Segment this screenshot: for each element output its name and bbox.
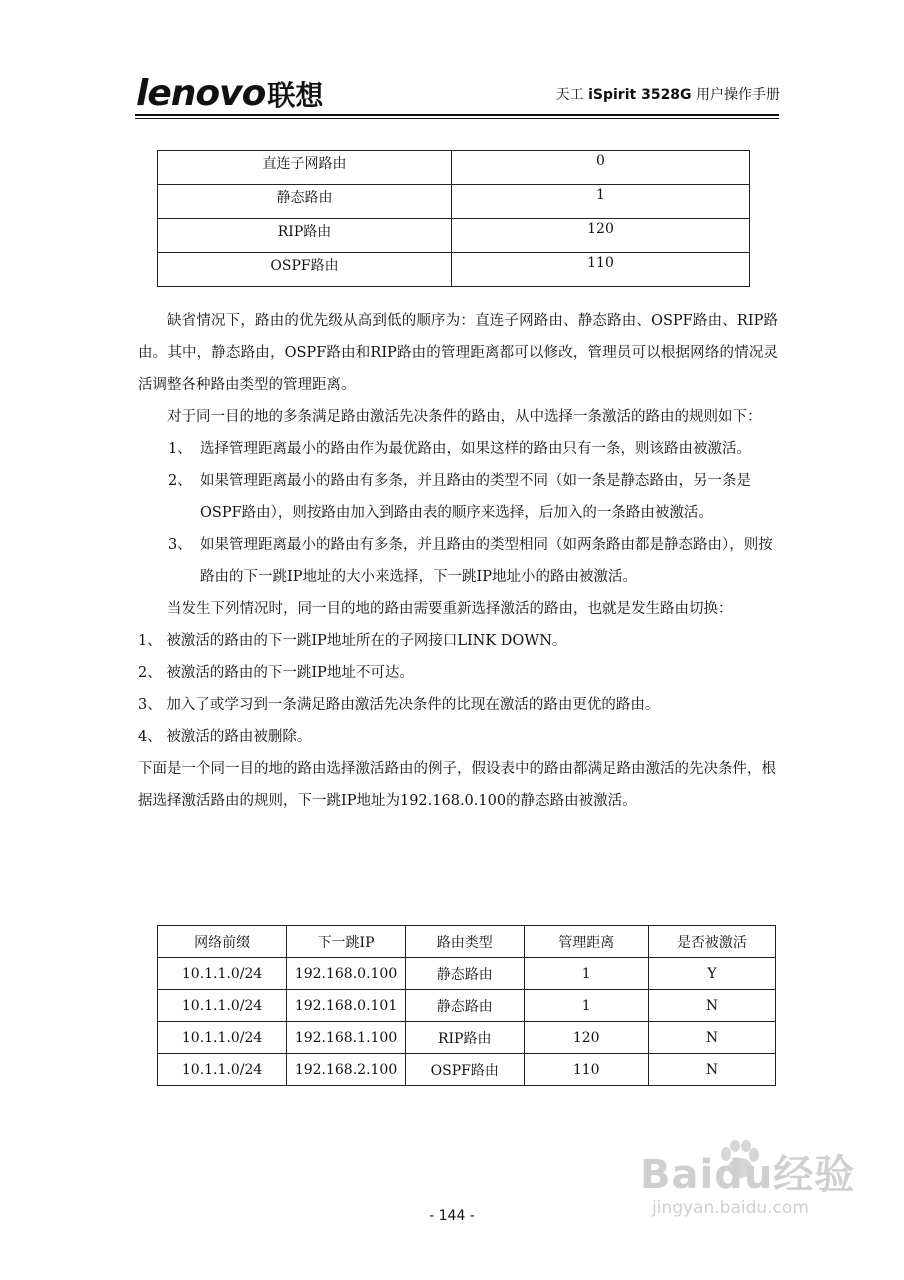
list-item-text: 如果管理距离最小的路由有多条，并且路由的类型不同（如一条是静态路由，另一条是OSPF路由），则按路由加入到路由表的顺序来选择，后加入的一条路由被激活。 — [200, 473, 751, 521]
table-cell: 110 — [452, 253, 750, 287]
list-item: 3、 加入了或学习到一条满足路由激活先决条件的比现在激活的路由更优的路由。 — [138, 697, 660, 713]
table-row — [158, 1022, 776, 1054]
title-product: iSpirit 3528G — [588, 87, 692, 103]
table-cell: N — [648, 1022, 775, 1054]
paragraph-default-priority: 缺省情况下，路由的优先级从高到低的顺序为：直连子网路由、静态路由、OSPF路由、RIP路由。其中，静态路由，OSPF路由和RIP路由的管理距离都可以修改，管理员可以根据网络的情况灵活调整各种路由类型的管理距离。 — [138, 313, 778, 393]
title-prefix: 天工 — [555, 87, 589, 103]
list-item: 2、 被激活的路由的下一跳IP地址不可达。 — [138, 665, 414, 681]
table-cell: 静态路由 — [405, 990, 524, 1022]
list-item-number: 2、 — [168, 473, 192, 489]
watermark-url: jingyan.baidu.com — [652, 1198, 809, 1218]
admin-distance-table — [157, 150, 750, 287]
table-cell: 1 — [524, 958, 648, 990]
header-rule-thin — [135, 118, 779, 119]
list-item — [138, 529, 778, 593]
paragraph-switch-conditions: 当发生下列情况时，同一目的地的路由需要重新选择激活的路由，也就是发生路由切换： — [167, 601, 733, 617]
column-header: 网络前缀 — [158, 926, 287, 958]
table-cell: 192.168.0.101 — [287, 990, 406, 1022]
table-cell: 1 — [452, 185, 750, 219]
table-cell: OSPF路由 — [158, 253, 452, 287]
list-item-text: 如果管理距离最小的路由有多条，并且路由的类型相同（如两条路由都是静态路由），则按路由的下一跳IP地址的大小来选择，下一跳IP地址小的路由被激活。 — [200, 537, 773, 585]
list-item: 4、 被激活的路由被删除。 — [138, 729, 312, 745]
table-row — [158, 151, 750, 185]
table-cell: 110 — [524, 1054, 648, 1086]
table-cell: 10.1.1.0/24 — [158, 990, 287, 1022]
list-item-number: 3、 — [168, 537, 192, 553]
watermark-brand: Baidu经验 — [640, 1152, 856, 1198]
table-cell: 10.1.1.0/24 — [158, 1054, 287, 1086]
table-cell: 1 — [524, 990, 648, 1022]
paragraph-selection-rules-intro: 对于同一目的地的多条满足路由激活先决条件的路由，从中选择一条激活的路由的规则如下： — [167, 409, 762, 425]
column-header: 管理距离 — [524, 926, 648, 958]
body-text — [138, 305, 778, 817]
list-item — [138, 433, 778, 465]
list-item: 1、 被激活的路由的下一跳IP地址所在的子网接口LINK DOWN。 — [138, 633, 567, 649]
table-cell: N — [648, 990, 775, 1022]
table-cell: RIP路由 — [405, 1022, 524, 1054]
list-item-number: 1、 — [168, 441, 192, 457]
column-header: 路由类型 — [405, 926, 524, 958]
list-item — [138, 465, 778, 529]
manual-title — [556, 84, 780, 104]
table-cell: 192.168.0.100 — [287, 958, 406, 990]
table-cell: N — [648, 1054, 775, 1086]
page-number: - 144 - — [429, 1208, 475, 1224]
table-row — [158, 1054, 776, 1086]
table-cell: Y — [648, 958, 775, 990]
column-header: 是否被激活 — [648, 926, 775, 958]
column-header: 下一跳IP — [287, 926, 406, 958]
logo-wordmark: lenovo — [136, 73, 266, 114]
table-cell: 192.168.1.100 — [287, 1022, 406, 1054]
title-suffix: 用户操作手册 — [691, 87, 780, 103]
table-row — [158, 990, 776, 1022]
table-cell: 0 — [452, 151, 750, 185]
logo-cn: 联想 — [267, 79, 324, 112]
table-header-row — [158, 926, 776, 958]
route-example-table — [157, 925, 776, 1086]
list-item-text: 选择管理距离最小的路由作为最优路由，如果这样的路由只有一条，则该路由被激活。 — [200, 441, 751, 457]
table-cell: 120 — [524, 1022, 648, 1054]
table-cell: 静态路由 — [405, 958, 524, 990]
paragraph-example: 下面是一个同一目的地的路由选择激活路由的例子，假设表中的路由都满足路由激活的先决条件，根据选择激活路由的规则，下一跳IP地址为192.168.0.100的静态路由被激活。 — [138, 761, 776, 809]
table-cell: RIP路由 — [158, 219, 452, 253]
table-cell: 静态路由 — [158, 185, 452, 219]
lenovo-logo — [136, 72, 323, 118]
table-row — [158, 958, 776, 990]
table-cell: 直连子网路由 — [158, 151, 452, 185]
table-cell: 10.1.1.0/24 — [158, 958, 287, 990]
header-rule — [135, 114, 779, 116]
table-row — [158, 253, 750, 287]
table-cell: OSPF路由 — [405, 1054, 524, 1086]
table-row — [158, 185, 750, 219]
table-cell: 192.168.2.100 — [287, 1054, 406, 1086]
table-cell: 120 — [452, 219, 750, 253]
table-cell: 10.1.1.0/24 — [158, 1022, 287, 1054]
table-row — [158, 219, 750, 253]
